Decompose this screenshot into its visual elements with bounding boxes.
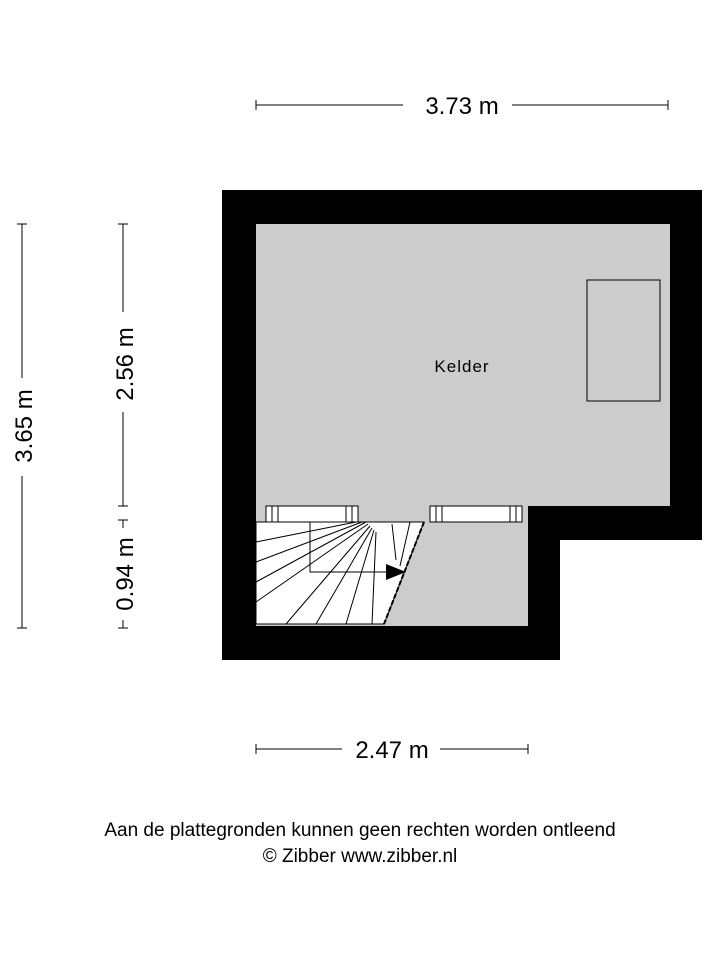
dimension-total-height-label: 3.65 m [11, 389, 38, 463]
dimension-bottom-width-label: 2.47 m [355, 737, 429, 764]
threshold-right [430, 506, 522, 522]
dimension-upper-height-label: 2.56 m [112, 327, 139, 401]
footer-disclaimer: Aan de plattegronden kunnen geen rechten worden ontleend [104, 820, 616, 841]
appliance-box [587, 280, 660, 401]
footer-copyright: © Zibber www.zibber.nl [262, 846, 458, 867]
dimension-top-width-label: 3.73 m [425, 93, 499, 120]
room-label: Kelder [434, 357, 490, 376]
dimension-lower-height-label: 0.94 m [112, 537, 139, 611]
threshold-left [266, 506, 358, 522]
